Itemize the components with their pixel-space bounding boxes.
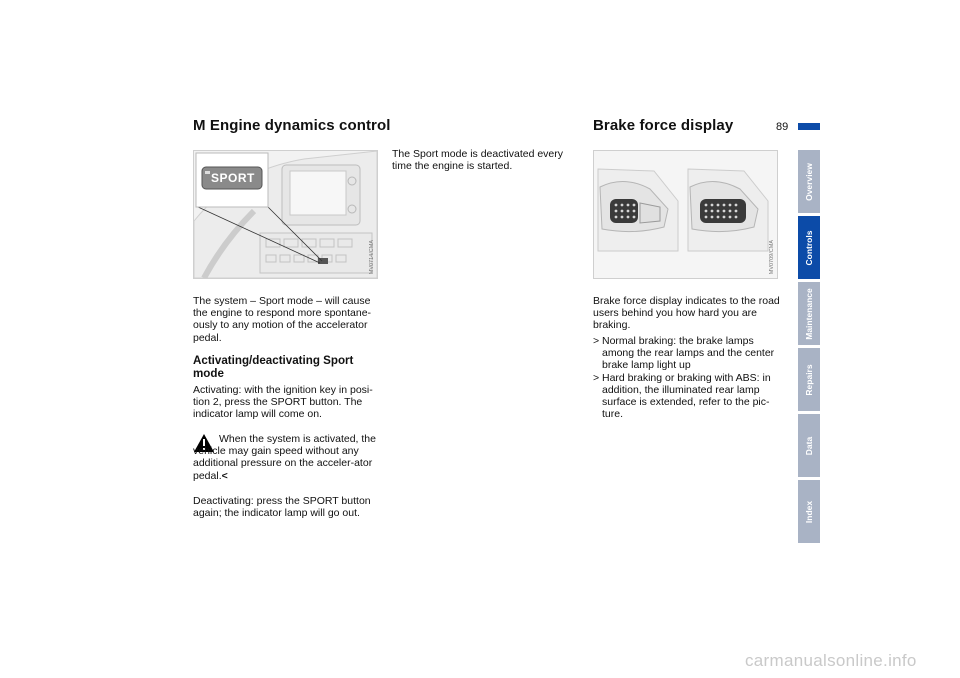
bullet-text: Normal braking: the brake lamps among the rear lamps and the center brake lamp light up <box>602 335 775 372</box>
warning-body: When the system is activated, the vehicle may gain speed without any additional pressure on the acceler-ator pedal. <box>193 433 376 482</box>
right-figure-code: MV0709/CMA <box>769 239 775 274</box>
list-item <box>593 372 785 421</box>
tab-repairs[interactable] <box>798 348 820 411</box>
tab-maintenance[interactable] <box>798 282 820 345</box>
left-subheading: Activating/deactivating Sport mode <box>193 354 354 380</box>
tab-index[interactable] <box>798 480 820 543</box>
left-heading: M Engine dynamics control <box>193 117 391 134</box>
tab-label: Maintenance <box>804 287 814 340</box>
tab-label: Index <box>804 500 814 523</box>
bullet-marker: > <box>593 371 600 384</box>
tab-label: Repairs <box>804 363 814 396</box>
warning-text <box>193 433 381 482</box>
tab-label: Controls <box>804 230 814 265</box>
tab-label: Data <box>804 436 814 455</box>
brake-lamps-figure <box>593 150 778 279</box>
deactivating-text: Deactivating: press the SPORT button again; the indicator lamp will go out. <box>193 495 371 520</box>
list-item <box>593 335 785 372</box>
brake-intro: Brake force display indicates to the road users behind you how hard you are braking. <box>593 295 780 332</box>
tab-data[interactable] <box>798 414 820 477</box>
left-figure-code: MV0714/CMA <box>369 239 375 274</box>
page-number: 89 <box>776 121 789 133</box>
bullet-text: Hard braking or braking with ABS: in addition, the illuminated rear lamp surface is extended, refer to the pic-ture. <box>602 371 771 421</box>
sport-button-label: SPORT <box>211 171 255 185</box>
bullet-marker: > <box>593 335 600 347</box>
page-marker <box>798 123 820 130</box>
watermark: carmanualsonline.info <box>745 651 917 670</box>
right-heading: Brake force display <box>593 117 734 134</box>
activating-text: Activating: with the ignition key in posi-tion 2, press the SPORT button. The indicator lamp will come on. <box>193 384 373 421</box>
tab-label: Overview <box>804 162 814 201</box>
warning-end-mark: < <box>221 469 228 482</box>
tab-overview[interactable] <box>798 150 820 213</box>
tab-controls[interactable] <box>798 216 820 279</box>
rear-lamps-illustration <box>594 151 777 278</box>
left-intro-text: The system – Sport mode – will cause the engine to respond more spontane-ously to any motion of the accelerator pedal. <box>193 295 372 344</box>
left-intro <box>193 295 381 344</box>
brake-bullet-list <box>593 335 785 420</box>
sport-mode-note: The Sport mode is deactivated every time the engine is started. <box>392 148 564 173</box>
sport-button-figure <box>193 150 378 279</box>
